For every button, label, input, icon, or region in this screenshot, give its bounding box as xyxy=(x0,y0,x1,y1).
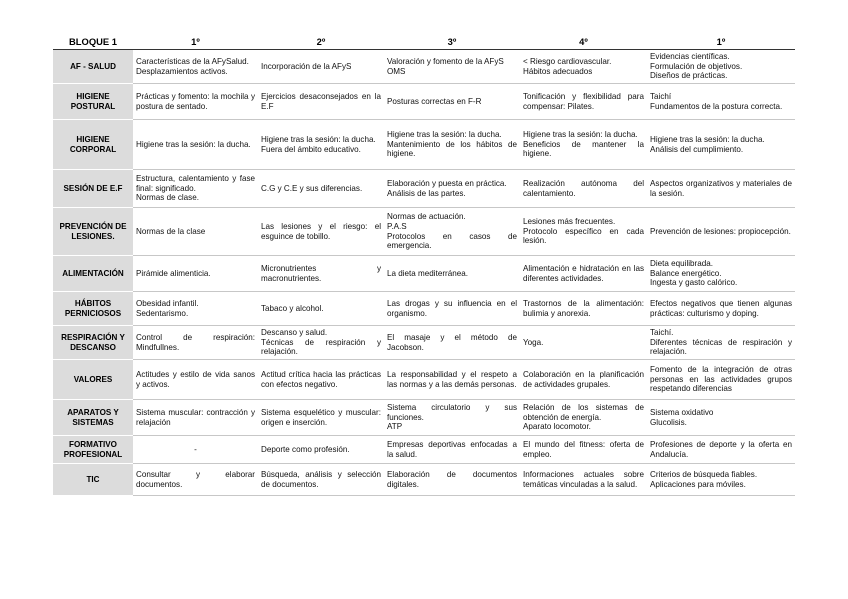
cell-line: Sedentarismo. xyxy=(136,308,189,318)
cell-line: Beneficios de mantener la higiene. xyxy=(523,139,644,159)
cell-line: Aspectos organizativos y materiales de la sesión. xyxy=(650,178,792,198)
row-label: ALIMENTACIÓN xyxy=(53,256,133,292)
cell-line: El masaje y el método de Jacobson. xyxy=(387,332,517,352)
table-cell xyxy=(133,360,258,400)
table-cell xyxy=(520,120,647,170)
table-row xyxy=(53,400,795,436)
table-row xyxy=(53,208,795,256)
header-course-4: 4º xyxy=(520,35,647,50)
cell-line: Criterios de búsqueda fiables. xyxy=(650,469,758,479)
cell-line: Fomento de la integración de otras personas en las actividades grupos respetando diferencias xyxy=(650,365,792,394)
table-cell xyxy=(133,292,258,326)
table-cell xyxy=(647,326,795,360)
table-row xyxy=(53,436,795,464)
cell-line: Normas de la clase xyxy=(136,226,206,236)
cell-line: Valoración y fomento de la AFyS xyxy=(387,56,504,66)
cell-line: Actitud crítica hacia las prácticas con efectos negativo. xyxy=(261,369,381,389)
cell-line: Incorporación de la AFyS xyxy=(261,61,352,71)
header-course-1: 1º xyxy=(133,35,258,50)
cell-line: Estructura, calentamiento y fase final: significado. xyxy=(136,174,255,193)
table-cell xyxy=(647,292,795,326)
table-cell xyxy=(133,120,258,170)
cell-line: Prevención de lesiones: propiocepción. xyxy=(650,226,791,236)
cell-line: Higiene tras la sesión: la ducha. xyxy=(650,134,765,144)
table-cell xyxy=(647,436,795,464)
table-cell xyxy=(133,436,258,464)
cell-line: Balance energético. xyxy=(650,268,722,278)
table-cell xyxy=(133,170,258,208)
table-row xyxy=(53,360,795,400)
cell-line: Sistema esquelético y muscular: origen e inserción. xyxy=(261,407,381,427)
table-cell xyxy=(258,50,384,84)
cell-line: Evidencias científicas. xyxy=(650,52,730,62)
table-cell xyxy=(258,170,384,208)
cell-line: Higiene tras la sesión: la ducha. xyxy=(136,139,251,149)
table-cell xyxy=(133,84,258,120)
cell-line: Deporte como profesión. xyxy=(261,444,350,454)
table-cell xyxy=(647,464,795,496)
table-row xyxy=(53,84,795,120)
cell-line: Consultar y elaborar documentos. xyxy=(136,469,255,489)
table-cell xyxy=(520,292,647,326)
cell-line: Aplicaciones para móviles. xyxy=(650,479,746,489)
cell-line: Glucolisis. xyxy=(650,417,687,427)
row-label: VALORES xyxy=(53,360,133,400)
cell-line: El mundo del fitness: oferta de empleo. xyxy=(523,439,644,459)
table-cell xyxy=(384,50,520,84)
table-cell xyxy=(647,50,795,84)
cell-line: Higiene tras la sesión: la ducha. xyxy=(523,130,638,140)
cell-line: Control de respiración: Mindfullnes. xyxy=(136,332,255,352)
cell-line: Empresas deportivas enfocadas a la salud. xyxy=(387,439,517,459)
table-cell xyxy=(520,170,647,208)
cell-line: Normas de clase. xyxy=(136,193,199,203)
cell-line: Lesiones más frecuentes. xyxy=(523,217,616,227)
table-cell xyxy=(133,50,258,84)
table-row xyxy=(53,464,795,496)
cell-line: Características de la AFySalud. xyxy=(136,56,249,66)
header-row xyxy=(53,35,795,50)
table-cell xyxy=(258,292,384,326)
table-cell xyxy=(520,256,647,292)
table-cell xyxy=(258,436,384,464)
table-cell xyxy=(384,292,520,326)
row-label: TIC xyxy=(53,464,133,496)
cell-line: Protocolos en casos de emergencia. xyxy=(387,231,517,251)
table-cell xyxy=(384,208,520,256)
table-cell xyxy=(647,170,795,208)
row-label: HIGIENE POSTURAL xyxy=(53,84,133,120)
cell-line: Sistema circulatorio y sus funciones. xyxy=(387,403,517,422)
header-course-bach-1: 1º xyxy=(647,35,795,50)
table-cell xyxy=(520,208,647,256)
row-label: APARATOS Y SISTEMAS xyxy=(53,400,133,436)
row-label: HÁBITOS PERNICIOSOS xyxy=(53,292,133,326)
cell-line: Trastornos de la alimentación: bulimia y anorexia. xyxy=(523,298,644,318)
table-cell xyxy=(520,400,647,436)
table-cell xyxy=(258,400,384,436)
cell-line: Prácticas y fomento: la mochila y postura de sentado. xyxy=(136,91,255,111)
table-cell xyxy=(384,464,520,496)
row-label: AF - SALUD xyxy=(53,50,133,84)
header-course-2: 2º xyxy=(258,35,384,50)
cell-line: Higiene tras la sesión: la ducha. xyxy=(261,134,376,144)
table-cell xyxy=(133,326,258,360)
cell-line: Las drogas y su influencia en el organismo. xyxy=(387,298,517,318)
header-block: BLOQUE 1 xyxy=(53,35,133,50)
table-cell xyxy=(133,208,258,256)
cell-line: Sistema oxidativo xyxy=(650,407,714,417)
table-cell xyxy=(258,208,384,256)
cell-line: Yoga. xyxy=(523,337,544,347)
cell-line: Higiene tras la sesión: la ducha. xyxy=(387,130,502,140)
cell-line: Hábitos adecuados xyxy=(523,66,593,76)
table-cell xyxy=(520,464,647,496)
table-row xyxy=(53,326,795,360)
table-cell xyxy=(647,84,795,120)
table-cell xyxy=(520,84,647,120)
cell-line: Tonificación y flexibilidad para compensar: Pilates. xyxy=(523,91,644,111)
row-label: SESIÓN DE E.F xyxy=(53,170,133,208)
cell-line: Alimentación e hidratación en las diferentes actividades. xyxy=(523,263,644,283)
cell-line: Taichí xyxy=(650,91,672,101)
curriculum-page xyxy=(53,35,795,496)
cell-line: Mantenimiento de los hábitos de higiene. xyxy=(387,139,517,159)
table-cell xyxy=(258,360,384,400)
cell-line: Formulación de objetivos. xyxy=(650,61,743,71)
curriculum-table xyxy=(53,35,795,496)
table-cell xyxy=(384,170,520,208)
cell-line: Ingesta y gasto calórico. xyxy=(650,278,738,288)
table-cell xyxy=(647,400,795,436)
cell-line: Diferentes técnicas de respiración y relajación. xyxy=(650,337,792,357)
cell-line: Fuera del ámbito educativo. xyxy=(261,144,361,154)
cell-line: Informaciones actuales sobre temáticas vinculadas a la salud. xyxy=(523,469,644,489)
cell-line: Desplazamientos activos. xyxy=(136,66,228,76)
table-cell xyxy=(384,256,520,292)
cell-line: Descanso y salud. xyxy=(261,328,328,338)
cell-line: Fundamentos de la postura correcta. xyxy=(650,101,783,111)
table-cell xyxy=(520,326,647,360)
row-label: HIGIENE CORPORAL xyxy=(53,120,133,170)
cell-line: Relación de los sistemas de obtención de energía. xyxy=(523,403,644,422)
table-row xyxy=(53,50,795,84)
table-row xyxy=(53,120,795,170)
cell-line: < Riesgo cardiovascular. xyxy=(523,56,612,66)
table-cell xyxy=(133,256,258,292)
table-cell xyxy=(384,84,520,120)
table-cell xyxy=(647,120,795,170)
table-cell xyxy=(133,400,258,436)
cell-line: Realización autónoma del calentamiento. xyxy=(523,178,644,198)
cell-line: Aparato locomotor. xyxy=(523,422,591,432)
table-cell xyxy=(647,360,795,400)
cell-line: Elaboración de documentos digitales. xyxy=(387,469,517,489)
cell-line: Profesiones de deporte y la oferta en Andalucía. xyxy=(650,439,792,459)
cell-line: Protocolo específico en cada lesión. xyxy=(523,226,644,246)
table-cell xyxy=(647,208,795,256)
row-label: FORMATIVO PROFESIONAL xyxy=(53,436,133,464)
table-cell xyxy=(258,84,384,120)
table-cell xyxy=(258,464,384,496)
cell-line: Sistema muscular: contracción y relajación xyxy=(136,407,255,427)
cell-line: ATP xyxy=(387,422,403,432)
table-cell xyxy=(384,400,520,436)
cell-line: Efectos negativos que tienen algunas prácticas: culturismo y doping. xyxy=(650,298,792,318)
table-cell xyxy=(520,50,647,84)
row-label: RESPIRACIÓN Y DESCANSO xyxy=(53,326,133,360)
cell-line: Ejercicios desaconsejados en la E.F xyxy=(261,91,381,111)
cell-line: OMS xyxy=(387,66,406,76)
cell-line: Pirámide alimenticia. xyxy=(136,268,211,278)
cell-line: Análisis de las partes. xyxy=(387,188,466,198)
table-cell xyxy=(384,120,520,170)
table-cell xyxy=(384,326,520,360)
table-cell xyxy=(647,256,795,292)
table-cell xyxy=(384,436,520,464)
cell-line: La dieta mediterránea. xyxy=(387,268,468,278)
table-cell xyxy=(258,120,384,170)
cell-line: C.G y C.E y sus diferencias. xyxy=(261,183,363,193)
cell-line: Taichí. xyxy=(650,328,674,338)
cell-line: Tabaco y alcohol. xyxy=(261,303,324,313)
cell-line: Obesidad infantil. xyxy=(136,298,199,308)
table-cell xyxy=(258,326,384,360)
cell-line: Micronutrientes y macronutrientes. xyxy=(261,263,381,283)
table-cell xyxy=(520,360,647,400)
cell-line: - xyxy=(194,444,197,454)
cell-line: Posturas correctas en F-R xyxy=(387,96,482,106)
row-label: PREVENCIÓN DE LESIONES. xyxy=(53,208,133,256)
cell-line: Diseños de prácticas. xyxy=(650,71,728,81)
table-row xyxy=(53,170,795,208)
table-cell xyxy=(384,360,520,400)
cell-line: Normas de actuación. xyxy=(387,212,466,222)
table-row xyxy=(53,256,795,292)
table-cell xyxy=(520,436,647,464)
header-course-3: 3º xyxy=(384,35,520,50)
cell-line: Dieta equilibrada. xyxy=(650,259,713,269)
cell-line: P.A.S xyxy=(387,221,407,231)
cell-line: Búsqueda, análisis y selección de documentos. xyxy=(261,469,381,489)
cell-line: Actitudes y estilo de vida sanos y activos. xyxy=(136,369,255,389)
cell-line: Las lesiones y el riesgo: el esguince de tobillo. xyxy=(261,221,381,241)
cell-line: Técnicas de respiración y relajación. xyxy=(261,337,381,357)
cell-line: Análisis del cumplimiento. xyxy=(650,144,744,154)
cell-line: Colaboración en la planificación de actividades grupales. xyxy=(523,369,644,389)
table-cell xyxy=(258,256,384,292)
table-cell xyxy=(133,464,258,496)
table-row xyxy=(53,292,795,326)
cell-line: La responsabilidad y el respeto a las normas y a las demás personas. xyxy=(387,369,517,389)
cell-line: Elaboración y puesta en práctica. xyxy=(387,178,507,188)
